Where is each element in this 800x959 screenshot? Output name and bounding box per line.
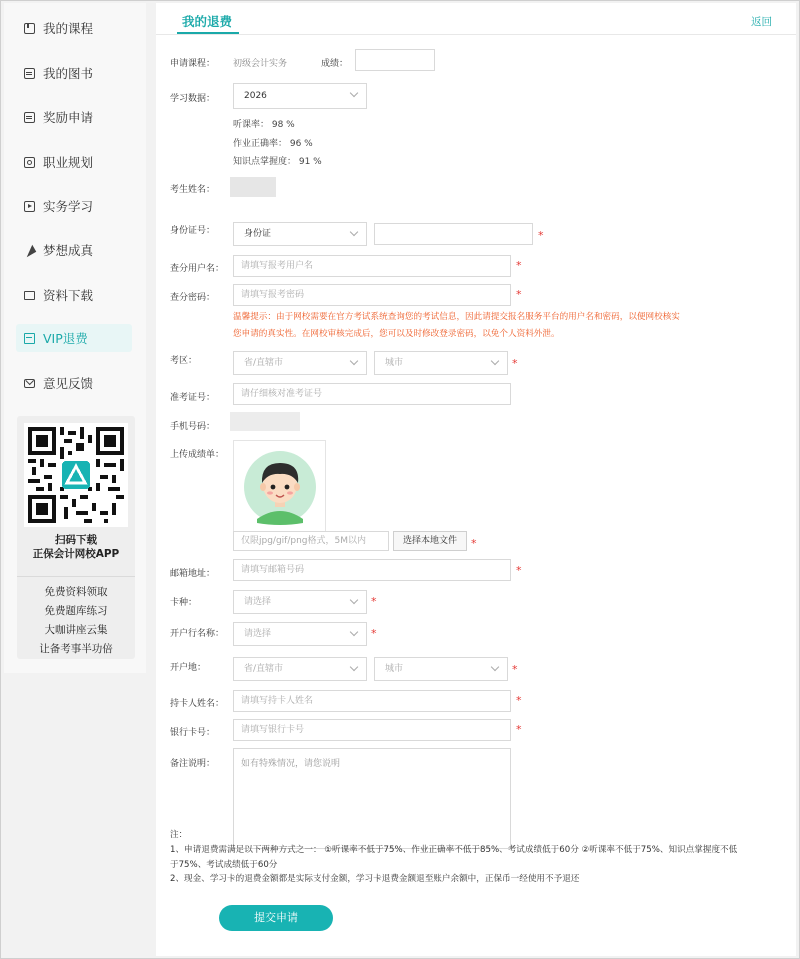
chevron-down-icon <box>350 228 358 236</box>
sidebar-item-label: VIP退费 <box>43 331 88 346</box>
id-number-field[interactable] <box>374 223 533 245</box>
id-type-value: 身份证 <box>244 229 272 239</box>
course-label: 申请课程： <box>170 59 216 69</box>
required-mark: * <box>516 259 522 272</box>
edit-icon <box>24 112 35 123</box>
phone-label: 手机号码： <box>170 422 216 432</box>
sidebar-item-label: 梦想成真 <box>43 243 94 258</box>
remark-label: 备注说明： <box>170 759 216 769</box>
score-image-preview[interactable] <box>233 440 326 533</box>
promo-link-efficient-study[interactable]: 让备考事半功倍 <box>39 643 113 655</box>
required-mark: * <box>471 537 477 550</box>
exam-area-label: 考区： <box>170 356 198 366</box>
avatar-illustration <box>234 441 325 532</box>
card-type-label: 卡种： <box>170 598 198 608</box>
bank-province-select[interactable] <box>233 657 367 681</box>
upload-label: 上传成绩单： <box>170 450 225 460</box>
required-mark: * <box>516 723 522 736</box>
promo-link-free-materials[interactable]: 免费资料领取 <box>44 586 108 598</box>
bank-province-select-value: 省/直辖市 <box>244 664 284 674</box>
sidebar-item-label: 我的课程 <box>43 21 94 36</box>
file-icon <box>24 68 35 79</box>
required-mark: * <box>512 357 518 370</box>
book-icon <box>24 23 35 34</box>
back-link[interactable]: 返回 <box>751 16 772 28</box>
bank-city-select-value: 城市 <box>385 664 404 674</box>
sidebar-item-reward-apply[interactable] <box>16 103 132 131</box>
id-type-select[interactable] <box>233 222 367 246</box>
sidebar-item-career-plan[interactable] <box>16 148 132 176</box>
required-mark: * <box>516 288 522 301</box>
tab-bar <box>156 3 796 35</box>
notes-title: 注： <box>170 830 188 840</box>
badge-icon <box>24 157 35 168</box>
mail-icon <box>24 379 35 388</box>
mastery-rate: 知识点掌握度： 91 % <box>233 157 322 167</box>
ticket-label: 准考证号： <box>170 393 216 403</box>
homework-rate: 作业正确率： 96 % <box>233 139 313 149</box>
card-number-label: 银行卡号： <box>170 728 216 738</box>
id-label: 身份证号： <box>170 226 216 236</box>
required-mark: * <box>516 694 522 707</box>
chevron-down-icon <box>491 357 499 365</box>
password-label: 查分密码： <box>170 293 216 303</box>
send-icon <box>24 245 35 256</box>
play-icon <box>24 201 35 212</box>
name-value-redacted <box>230 177 276 197</box>
course-value: 初级会计实务 <box>233 59 288 69</box>
main-panel <box>156 3 796 956</box>
tab-underline <box>177 32 239 34</box>
sidebar-item-feedback[interactable] <box>16 369 132 397</box>
qr-code[interactable] <box>24 423 128 527</box>
card-type-select-value: 请选择 <box>244 597 272 607</box>
sidebar-item-my-courses[interactable] <box>16 14 132 42</box>
notes-line1: 1、申请退费需满足以下两种方式之一： ①听课率不低于75%、作业正确率不低于85%、考试成绩低于60分 ②听课率不低于75%、知识点掌握度不低 <box>170 845 738 855</box>
sidebar-item-label: 资料下载 <box>43 288 94 303</box>
card-holder-label: 持卡人姓名： <box>170 699 225 709</box>
warning-text-line2: 您申请的真实性。在网校审核完成后，您可以及时修改登录密码，以免个人资料外泄。 <box>233 329 560 339</box>
card-number-field[interactable]: 请填写银行卡号 <box>233 719 511 741</box>
required-mark: * <box>371 627 377 640</box>
chevron-down-icon <box>350 628 358 636</box>
password-field[interactable]: 请填写报考密码 <box>233 284 511 306</box>
vip-icon <box>24 333 35 344</box>
card-type-select[interactable] <box>233 590 367 614</box>
year-select-value: 2026 <box>244 91 267 101</box>
folder-icon <box>24 291 35 300</box>
bank-city-select[interactable] <box>374 657 508 681</box>
promo-title: 扫码下载 正保会计网校APP <box>32 534 120 560</box>
sidebar-item-vip-refund[interactable] <box>16 324 132 352</box>
promo-link-lectures[interactable]: 大咖讲座云集 <box>44 624 108 636</box>
sidebar-item-label: 意见反馈 <box>43 376 94 391</box>
year-select[interactable] <box>233 83 367 109</box>
divider <box>17 576 135 577</box>
username-label: 查分用户名： <box>170 264 225 274</box>
score-field[interactable] <box>355 49 435 71</box>
app-promo <box>17 416 135 659</box>
qr-code-image <box>28 427 124 523</box>
chevron-down-icon <box>350 89 358 97</box>
chevron-down-icon <box>350 663 358 671</box>
chevron-down-icon <box>491 663 499 671</box>
sidebar-item-practice[interactable] <box>16 192 132 220</box>
notes-line2: 2、现金、学习卡的退费金额都是实际支付金额，学习卡退费金额退至账户余额中，正保币一经使用不予退还 <box>170 874 580 884</box>
sidebar-item-downloads[interactable] <box>16 281 132 309</box>
tab-my-refund[interactable]: 我的退费 <box>182 14 233 29</box>
province-select[interactable] <box>233 351 367 375</box>
chevron-down-icon <box>350 596 358 604</box>
bank-area-label: 开户地： <box>170 663 207 673</box>
sidebar-item-label: 我的图书 <box>43 66 94 81</box>
warning-text-line1: 温馨提示：由于网校需要在官方考试系统查询您的考试信息，因此请提交报名服务平台的用户名和密码，以便网校核实 <box>233 312 680 322</box>
ticket-field[interactable]: 请仔细核对准考证号 <box>233 383 511 405</box>
sidebar-item-my-books[interactable] <box>16 59 132 87</box>
city-select[interactable] <box>374 351 508 375</box>
remark-textarea[interactable]: 如有特殊情况，请您说明 <box>233 748 511 849</box>
email-field[interactable]: 请填写邮箱号码 <box>233 559 511 581</box>
choose-file-button[interactable]: 选择本地文件 <box>393 531 467 551</box>
upload-file-field[interactable]: 仅限jpg/gif/png格式，5M以内 <box>233 531 389 551</box>
email-label: 邮箱地址： <box>170 569 216 579</box>
sidebar-item-dream[interactable] <box>16 236 132 264</box>
sidebar-item-label: 奖励申请 <box>43 110 94 125</box>
name-label: 考生姓名： <box>170 185 216 195</box>
listen-rate: 听课率： 98 % <box>233 120 295 130</box>
city-select-value: 城市 <box>385 358 404 368</box>
sidebar-item-label: 职业规划 <box>43 155 94 170</box>
card-holder-field[interactable]: 请填写持卡人姓名 <box>233 690 511 712</box>
bank-name-label: 开户行名称： <box>170 629 225 639</box>
sidebar-item-label: 实务学习 <box>43 199 94 214</box>
required-mark: * <box>371 595 377 608</box>
bank-name-select[interactable] <box>233 622 367 646</box>
required-mark: * <box>538 229 544 242</box>
promo-link-free-questions[interactable]: 免费题库练习 <box>44 605 108 617</box>
province-select-value: 省/直辖市 <box>244 358 284 368</box>
bank-name-select-value: 请选择 <box>244 629 272 639</box>
required-mark: * <box>512 663 518 676</box>
submit-button[interactable]: 提交申请 <box>219 905 333 931</box>
chevron-down-icon <box>350 357 358 365</box>
phone-value-redacted <box>230 412 300 431</box>
username-field[interactable]: 请填写报考用户名 <box>233 255 511 277</box>
required-mark: * <box>516 564 522 577</box>
score-label: 成绩： <box>321 59 349 69</box>
notes-line1-cont: 于75%、考试成绩低于60分 <box>170 860 278 870</box>
sidebar <box>4 3 146 673</box>
study-data-label: 学习数据： <box>170 94 216 104</box>
